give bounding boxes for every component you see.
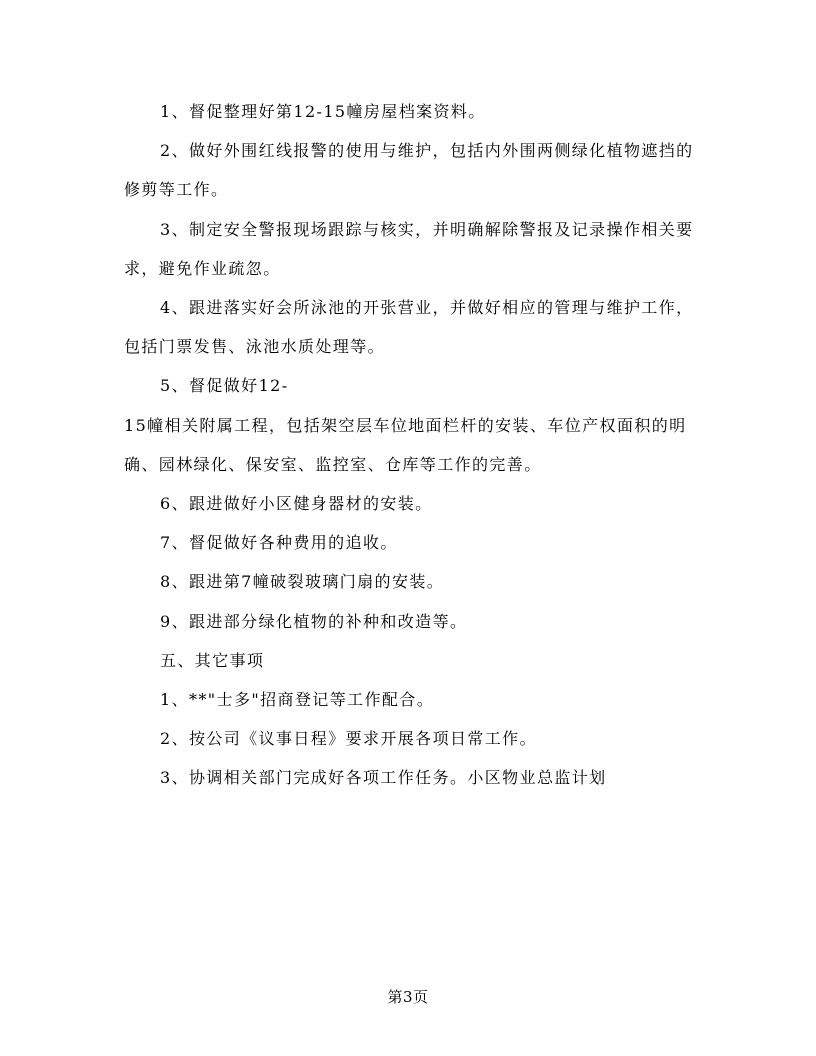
paragraph-item-4: 4、跟进落实好会所泳池的开张营业，并做好相应的管理与维护工作，包括门票发售、泳池水质处理等。: [124, 298, 694, 357]
paragraph-other-1: 1、**"士多"招商登记等工作配合。: [160, 690, 435, 710]
paragraph-item-1: 1、督促整理好第12-15幢房屋档案资料。: [160, 102, 486, 121]
paragraph-item-5: 5、督促做好12-: [160, 376, 289, 396]
section-heading-other-matters: 五、其它事项: [160, 650, 265, 670]
paragraph-item-9: 9、跟进部分绿化植物的补种和改造等。: [160, 611, 468, 631]
paragraph-other-3: 3、协调相关部门完成好各项工作任务。小区物业总监计划: [160, 768, 607, 788]
page-number: 第3页: [387, 988, 429, 1006]
paragraph-item-7: 7、督促做好各种费用的追收。: [160, 533, 398, 553]
paragraph-item-6: 6、跟进做好小区健身器材的安装。: [160, 494, 433, 514]
paragraph-item-2: 2、做好外围红线报警的使用与维护，包括内外围两侧绿化植物遮挡的修剪等工作。: [124, 141, 694, 200]
paragraph-other-2: 2、按公司《议事日程》要求开展各项日常工作。: [160, 729, 537, 749]
paragraph-item-8: 8、跟进第7幢破裂玻璃门扇的安装。: [160, 572, 445, 592]
document-body: [124, 92, 696, 798]
paragraph-item-5-continued: 15幢相关附属工程，包括架空层车位地面栏杆的安装、车位产权面积的明确、园林绿化、保安室、监控室、仓库等工作的完善。: [124, 415, 687, 474]
paragraph-item-3: 3、制定安全警报现场跟踪与核实，并明确解除警报及记录操作相关要求，避免作业疏忽。: [124, 219, 694, 278]
